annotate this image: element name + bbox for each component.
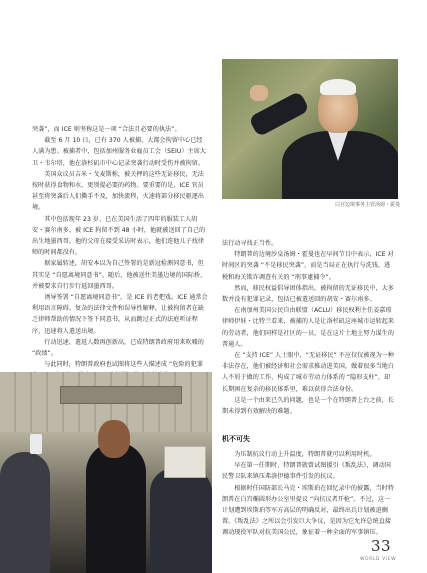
photo-protest-crowd (0, 372, 212, 573)
paragraph: 突袭”，而 ICE 则坚称这是一项 “合法且必要的执法”。 (32, 126, 181, 133)
paragraph: 据家属转述，胡安本以为自己签署的是新冠检测同意书，但其实是 “自愿离境同意书”。随后，他被送往美墨边境的国际桥，并被要求自行步行返回墨西哥。 (32, 260, 207, 290)
paragraph: 然而，移民权益倡导团体指出，被拘留的无证移民中，大多数并没有犯罪记录，包括已被遣送回的胡安・赛尔南多。 (222, 284, 394, 304)
photo-tom-homan (222, 59, 398, 199)
paragraph: 诱导签署 “自愿离境同意书”，是 ICE 的老把戏。ICE 通常会利用语言障碍、复杂的法律文件和误导性解释，让被拘留者在缺乏律师帮助的情况下签下同意书，从而跳过正式的法庭听证程序，迅速将人遣送出境。 (32, 294, 208, 335)
paragraph: 行动迅速、遣返人数再创新高，已成特朗普政府用来吹嘘的 “政绩”。 (32, 338, 204, 358)
section-heading: 机不可失 (222, 435, 250, 443)
page-number: 33 (371, 537, 392, 555)
paragraph: 特朗普的边境沙皇汤姆・霍曼也在早间节目中表示，ICE 对时间区的突袭 “不是移民突袭”，而是当局正在执行与洗钱、逃税和海关欺诈调查有关的 “刑事逮捕令”。 (222, 251, 394, 281)
paragraph: 为压制抗议行动上升温度，特朗普就可以利用时机。 (234, 451, 376, 458)
photo-caption: 白宫边境事务主管汤姆・霍曼 (334, 202, 400, 208)
paragraph: 早在第一任期时，特朗普就曾试图援引《叛乱法》，调动国民警卫队来镇压弗洛伊德事件引发的抗议。 (222, 462, 391, 481)
paragraph: 截至 6 月 10 日，已有 370 人被捕，大都会拘留中心已经人满为患。被捕者中，包括加州服务业雇员工会（SEIU）主席大卫・韦尔塔，他在洛杉矶市中心记录突袭行动时受伤并被拘留。 (32, 137, 206, 167)
section-text (222, 449, 396, 539)
paragraph: 根据时任国防部长马克・埃斯珀在回忆录中的披露，当时特朗普在白宫椭圆形办公室里提议 “向抗议者开枪”。不过，这一计划遭到埃斯珀等军方高层的明确反对，最终出兵计划被迫搁置。《叛乱法》之所以会引发巨大争议，是因为它允许总统直接调动现役军队对抗美国公民，象征着一种全面的军事镇压。 (222, 484, 394, 537)
left-column-text (32, 124, 208, 382)
paragraph: 这是一个由来已久的问题，也是一个在特朗普上台之前，长期未得到有效解决的难题。 (222, 396, 394, 416)
paragraph: 法行动寻找正当性。 (222, 240, 278, 247)
paragraph: 在 “支持 ICE” 人士眼中，“无证移民” 不应仅仅被视为一种非法存在，他们被经济和社会需求推动进美国，做着很多当地白人不屑于做的工作，构成了城市劳动力体系的 “隐形支柱”，却长期困在复杂的移民体系里，难以获得合法身份。 (222, 352, 395, 393)
magazine-name: WORLD VIEW (360, 557, 397, 562)
right-column-text (222, 238, 396, 417)
paragraph: 其中包括现年 23 岁、已在美国生活了四年的服装工人胡安・赛尔南多。被 ICE 拘留不到 48 小时，他就被送回了自己的出生地墨西哥。他的父母在接受采访时表示，他们连他儿子找律师的时间都没有。 (32, 215, 206, 257)
paragraph: 在南加州美国公民自由联盟（ACLU）移民权利主任姜嘉琼律师伊娃・比特兰看来，被捕的人是让洛杉矶这座城市运转起来的劳动者，他们同样是社区的一员，是在这片土地上努力谋生的普通人。 (222, 307, 395, 348)
paragraph: 与此同时，特朗普政府也试图将这些人描述成 “危险的犯罪 (44, 361, 203, 369)
paragraph: 美国众议员吉米・戈麦斯称，被关押的这些无证移民，无法按时获得食物和水，更别提必要的药物。要重要的是，ICE 官员甚至将突袭后人们撕手不及，加快流程，火速将部分移民驱逐出境。 (32, 170, 205, 212)
